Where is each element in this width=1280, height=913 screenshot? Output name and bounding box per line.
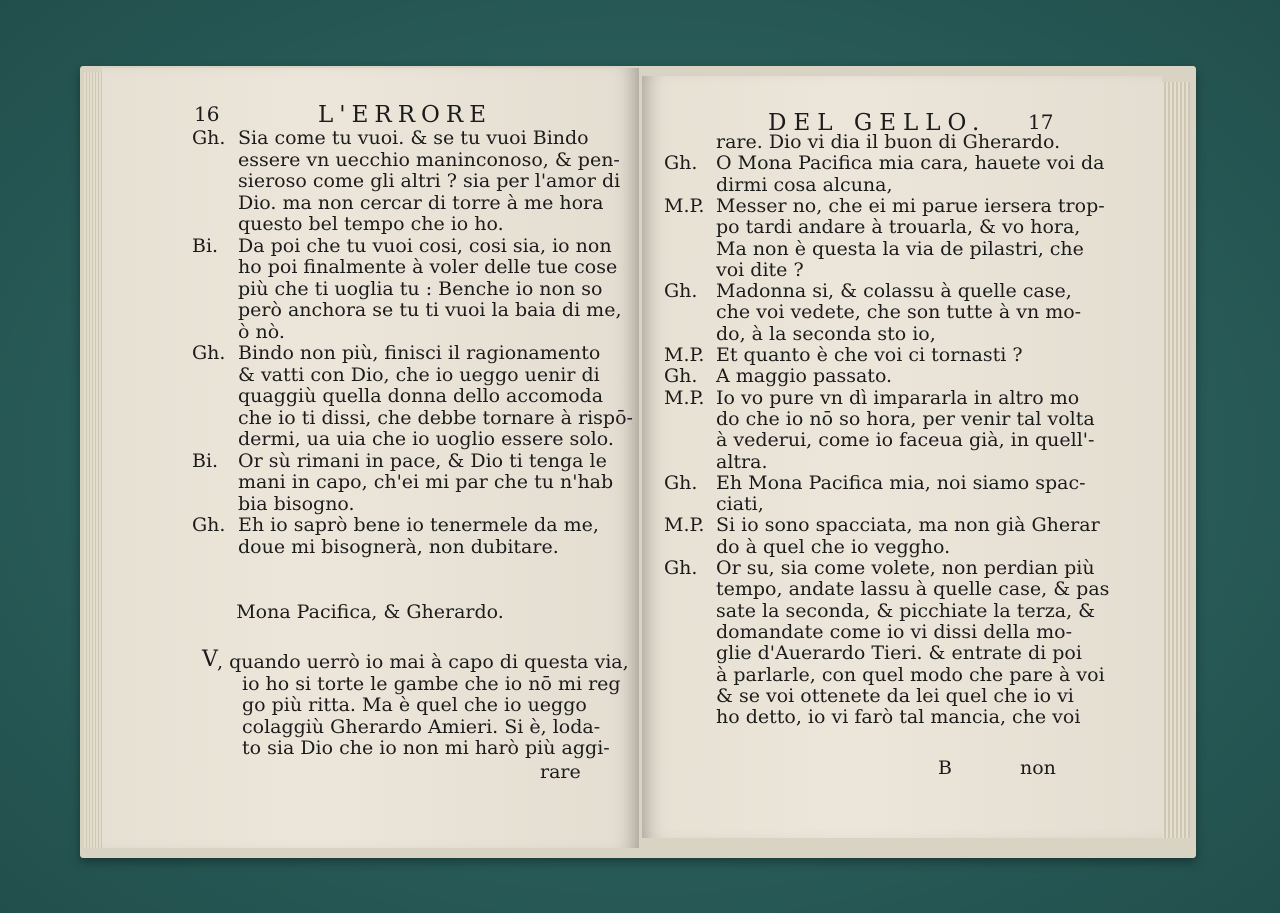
text-line: sieroso come gli altri ? sia per l'amor di	[238, 170, 621, 192]
catchword: rare	[540, 761, 581, 783]
running-head: DEL GELLO.	[768, 110, 987, 136]
scene-heading: Mona Pacifica, & Gherardo.	[236, 601, 504, 623]
text-line: che io ti dissi, che debbe tornare à rispō-	[238, 406, 633, 429]
speaker-label: Bi.	[192, 234, 219, 257]
text-line: questo bel tempo che io ho.	[238, 213, 504, 235]
text-line: bia bisogno.	[238, 492, 355, 515]
text-line: tempo, andate lassu à quelle case, & pas	[716, 578, 1110, 601]
speaker-label: M.P.	[664, 344, 705, 366]
speaker-label: M.P.	[664, 514, 705, 537]
text-line: che voi vedete, che son tutte à vn mo-	[716, 301, 1082, 324]
text-line: à parlarle, con quel modo che pare à voi	[716, 663, 1105, 686]
page-edges-left	[84, 72, 104, 848]
text-line: A maggio passato.	[716, 365, 893, 388]
text-line: Bindo non più, finisci il ragionamento	[238, 342, 601, 364]
speaker-label: Gh.	[664, 365, 698, 388]
text-line: po tardi andare à trouarla, & vo hora,	[716, 216, 1081, 239]
text-line: Madonna si, & colassu à quelle case,	[716, 280, 1072, 303]
text-line: ho poi finalmente à voler delle tue cose	[238, 256, 618, 278]
text-line: ò nò.	[238, 320, 285, 343]
text-line: to sia Dio che io non mi harò più aggi-	[242, 737, 610, 759]
speaker-label: Gh.	[192, 342, 226, 364]
text-line: O Mona Pacifica mia cara, hauete voi da	[716, 152, 1105, 175]
speaker-label: Gh.	[664, 280, 698, 303]
speaker-label: Gh.	[192, 127, 226, 149]
text-block	[642, 76, 1162, 838]
text-line: glie d'Auerardo Tieri. & entrate di poi	[716, 642, 1082, 665]
text-line: Si io sono spacciata, ma non già Gherar	[716, 514, 1100, 537]
page-edges-right	[1160, 82, 1190, 838]
speaker-label: M.P.	[664, 386, 705, 409]
text-line: do à quel che io veggho.	[716, 535, 951, 558]
speaker-label: Bi.	[192, 449, 219, 472]
text-line: & se voi ottenete da lei quel che io vi	[716, 684, 1074, 707]
speaker-label: Gh.	[664, 557, 698, 579]
text-line: dermi, ua uia che io uoglio essere solo.	[238, 428, 614, 450]
text-line: Dio. ma non cercar di torre à me hora	[238, 191, 604, 214]
text-line: ho detto, io vi farò tal mancia, che voi	[716, 706, 1081, 729]
initial-letter: V	[202, 647, 218, 672]
text-line: & vatti con Dio, che io ueggo uenir di	[238, 363, 600, 386]
text-line: Da poi che tu vuoi cosi, cosi sia, io non	[238, 234, 612, 257]
text-line: domandate come io vi dissi della mo-	[716, 620, 1073, 643]
text-line: rare. Dio vi dia il buon di Gherardo.	[716, 131, 1061, 153]
text-line: ciati,	[716, 493, 764, 516]
speaker-label: Gh.	[664, 152, 698, 175]
text-line: Io vo pure vn dì impararla in altro mo	[716, 386, 1080, 409]
page-number: 17	[1028, 110, 1054, 134]
text-line: voi dite ?	[716, 258, 804, 281]
text-line: do, à la seconda sto io,	[716, 322, 936, 345]
text-line: io ho si torte le gambe che io nō mi reg	[242, 672, 621, 695]
signature-mark: B	[938, 757, 952, 779]
catchword: non	[1020, 757, 1056, 779]
text-line: altra.	[716, 450, 768, 473]
speaker-label: Gh.	[192, 514, 226, 536]
text-line: doue mi bisognerà, non dubitare.	[238, 535, 559, 558]
page-number: 16	[194, 102, 220, 126]
text-line: Or sù rimani in pace, & Dio ti tenga le	[238, 449, 607, 472]
text-line: mani in capo, ch'ei mi par che tu n'hab	[238, 471, 614, 493]
text-line: , quando uerrò io mai à capo di questa via,	[217, 651, 629, 673]
text-line: Eh Mona Pacifica mia, noi siamo spac-	[716, 471, 1086, 494]
text-line: Messer no, che ei mi parue iersera trop-	[716, 194, 1105, 217]
text-line: sate la seconda, & picchiate la terza, &	[716, 599, 1096, 622]
text-line: però anchora se tu ti vuoi la baia di me,	[238, 299, 622, 321]
text-line: Or su, sia come volete, non perdian più	[716, 557, 1095, 579]
text-line: quaggiù quella donna dello accomoda	[238, 385, 604, 407]
speaker-label: M.P.	[664, 194, 705, 217]
text-line: Et quanto è che voi ci tornasti ?	[716, 344, 1023, 366]
text-line: colaggiù Gherardo Amieri. Si è, loda-	[242, 715, 601, 738]
text-line: dirmi cosa alcuna,	[716, 173, 893, 196]
text-line: do che io nō so hora, per venir tal volta	[716, 407, 1095, 430]
open-book	[80, 62, 1200, 862]
text-line: Eh io saprò bene io tenermele da me,	[238, 514, 599, 536]
text-line: Sia come tu vuoi. & se tu vuoi Bindo	[238, 127, 589, 149]
text-line: essere vn uecchio maninconoso, & pen-	[238, 148, 620, 171]
scene-text-block	[102, 68, 638, 848]
text-line: à vederui, come io faceua già, in quell'-	[716, 429, 1095, 452]
text-line: più che ti uoglia tu : Benche io non so	[238, 277, 603, 300]
right-page	[642, 76, 1162, 838]
text-line: Ma non è questa la via de pilastri, che	[716, 237, 1084, 260]
speaker-label: Gh.	[664, 471, 698, 494]
left-page	[102, 68, 639, 848]
text-line: go più ritta. Ma è quel che io ueggo	[242, 694, 587, 716]
running-head: L'ERRORE	[318, 102, 492, 128]
